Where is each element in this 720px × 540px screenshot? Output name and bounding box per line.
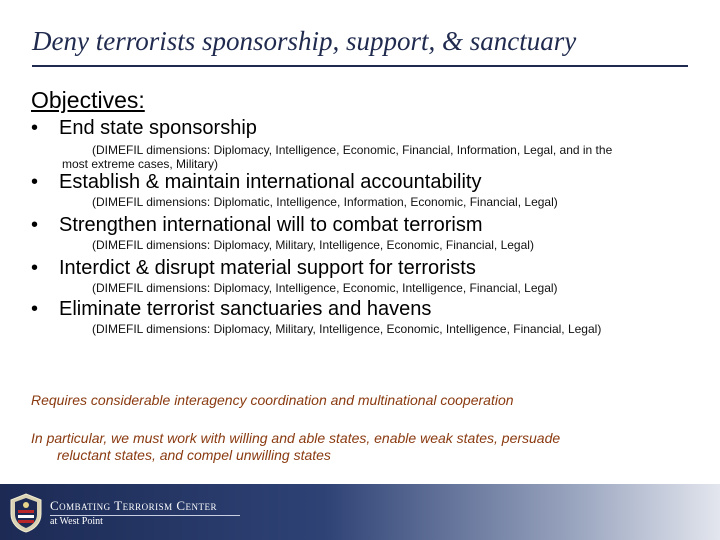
note-states	[31, 430, 671, 464]
bullet-item	[31, 298, 701, 338]
bullet-heading-text: Strengthen international will to combat terrorism	[59, 214, 483, 236]
bullet-heading	[31, 171, 701, 193]
slide-title: Deny terrorists sponsorship, support, & sanctuary	[32, 26, 577, 56]
org-name: Combating Terrorism Center	[50, 498, 218, 513]
bullet-marker: •	[31, 257, 39, 279]
note-states-line: In particular, we must work with willing and able states, enable weak states, persuade	[31, 430, 561, 446]
bullet-heading-text: Establish & maintain international accountability	[59, 171, 482, 193]
bullet-detail: (DIMEFIL dimensions: Diplomacy, Military, Intelligence, Economic, Intelligence, Financial, Legal)	[92, 322, 602, 336]
seal-logo-icon	[8, 492, 44, 534]
org-subtitle: at West Point	[50, 516, 103, 527]
bullet-heading-text: Interdict & disrupt material support for terrorists	[59, 257, 476, 279]
bullet-item	[31, 171, 701, 214]
bullet-list	[31, 117, 701, 338]
bullet-heading	[31, 117, 701, 139]
note-states-line: reluctant states, and compel unwilling states	[57, 447, 331, 463]
bullet-detail-line: (DIMEFIL dimensions: Diplomacy, Intelligence, Economic, Financial, Information, Legal, and in the	[92, 143, 613, 157]
bullet-heading-text: End state sponsorship	[59, 117, 257, 139]
bullet-heading-text: Eliminate terrorist sanctuaries and havens	[59, 298, 432, 320]
bullet-marker: •	[31, 214, 39, 236]
bullet-heading	[31, 298, 701, 320]
bullet-detail	[62, 143, 612, 171]
bullet-marker: •	[31, 117, 39, 139]
note-coordination: Requires considerable interagency coordination and multinational cooperation	[31, 392, 514, 408]
bullet-item	[31, 214, 701, 257]
bullet-marker: •	[31, 298, 39, 320]
bullet-detail: (DIMEFIL dimensions: Diplomatic, Intelligence, Information, Economic, Financial, Legal)	[92, 195, 558, 209]
bullet-heading	[31, 214, 701, 236]
footer-bar	[0, 484, 720, 540]
bullet-detail: (DIMEFIL dimensions: Diplomacy, Military, Intelligence, Economic, Financial, Legal)	[92, 238, 534, 252]
bullet-heading	[31, 257, 701, 279]
bullet-marker: •	[31, 171, 39, 193]
bullet-item	[31, 117, 701, 171]
objectives-heading: Objectives:	[31, 87, 145, 113]
title-underline	[32, 65, 688, 67]
bullet-item	[31, 257, 701, 298]
bullet-detail: (DIMEFIL dimensions: Diplomacy, Intelligence, Economic, Intelligence, Financial, Legal)	[92, 281, 558, 295]
bullet-detail-line: most extreme cases, Military)	[62, 157, 219, 171]
